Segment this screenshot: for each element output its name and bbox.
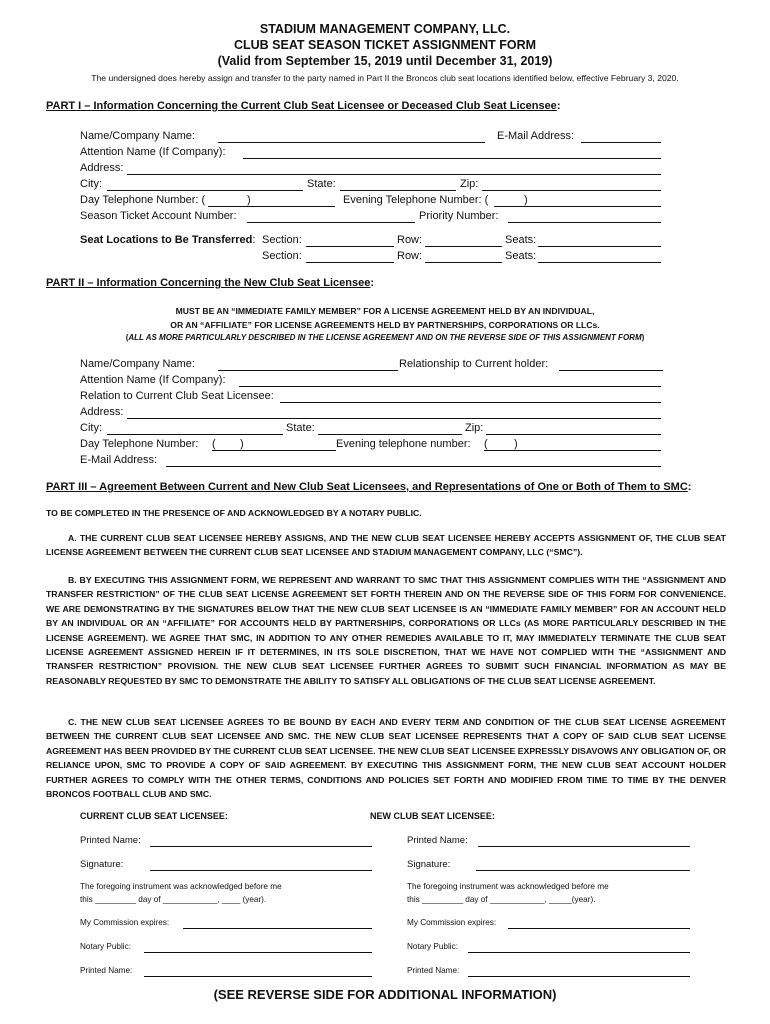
current-commission-label: My Commission expires: [80, 918, 170, 927]
seat-seats-field-1[interactable] [538, 246, 661, 247]
new-printed-name-label: Printed Name: [407, 835, 468, 846]
seat-locations-label: Seat Locations to Be Transferred: [80, 234, 256, 246]
new-signature-label: Signature: [407, 859, 451, 870]
new-signature-field[interactable] [476, 870, 690, 871]
p2-relation-label: Relation to Current Club Seat Licensee: [80, 390, 274, 402]
p1-priority-field[interactable] [508, 222, 661, 223]
current-notary-printed-field[interactable] [144, 976, 372, 977]
p1-address-label: Address: [80, 162, 124, 174]
p2-state-field[interactable] [318, 434, 462, 435]
p1-account-label: Season Ticket Account Number: [80, 210, 237, 222]
p1-attention-field[interactable] [243, 158, 661, 159]
reverse-side-note: (SEE REVERSE SIDE FOR ADDITIONAL INFORMATION) [213, 987, 557, 1002]
p2-evening-phone-label: Evening telephone number: [336, 438, 471, 450]
seat-row-field-2[interactable] [425, 262, 502, 263]
part1-heading: PART I – Information Concerning the Current Club Seat Licensee or Deceased Club Seat Licensee: [46, 100, 561, 112]
p2-email-field[interactable] [166, 466, 661, 467]
new-commission-field[interactable] [508, 928, 690, 929]
seat-section-field-1[interactable] [306, 246, 394, 247]
seat-row-label-1: Row: [397, 234, 423, 246]
p2-day-phone-close: ) [240, 438, 244, 450]
p2-state-label: State: [286, 422, 315, 434]
current-licensee-heading: CURRENT CLUB SEAT LICENSEE: [80, 811, 228, 821]
p1-email-label: E-Mail Address: [497, 130, 575, 142]
p2-name-label: Name/Company Name: [80, 358, 195, 370]
seat-section-label-2: Section: [262, 250, 302, 262]
seat-section-label-1: Section: [262, 234, 302, 246]
seat-section-field-2[interactable] [306, 262, 394, 263]
p2-attention-label: Attention Name (If Company): [80, 374, 226, 386]
current-ack-line-1: The foregoing instrument was acknowledged before me [80, 882, 282, 891]
seat-seats-label-1: Seats: [505, 234, 537, 246]
new-commission-label: My Commission expires: [407, 918, 497, 927]
paragraph-c: C. THE NEW CLUB SEAT LICENSEE AGREES TO BE BOUND BY EACH AND EVERY TERM AND CONDITION OF THE CLUB SEAT LICENSE AGREEMENT BETWEEN THE CURRENT CLUB SEAT LICENSEE AND SMC. THE NEW CLUB SEAT LICENSEE REPRESENTS THAT A COPY OF SAID CLUB SEAT LICENSE AGREEMENT HAS BEEN PROVIDED BY THE CURRENT CLUB SEAT LICENSEE. THE NEW CLUB SEAT LICENSEE EXPRESSLY DISAVOWS ANY OBLIGATION OF, OR RELIANCE UPON, SMC TO PROVIDE A COPY OF SAID AGREEMENT. BY EXECUTING THIS ASSIGNMENT FORM, THE NEW CLUB SEAT ACCOUNT HOLDER FURTHER AGREES TO COMPLY WITH THE OTHER TERMS, CONDITIONS AND POLICIES SET FORTH AND MODIFIED FROM TIME TO TIME BY THE DENVER BRONCOS FOOTBALL CLUB AND SMC. [46, 717, 726, 800]
p2-relation-field[interactable] [280, 402, 661, 403]
p1-evening-phone-field[interactable] [494, 206, 661, 207]
part2-heading: PART II – Information Concerning the New Club Seat Licensee: [46, 277, 375, 289]
notary-note: TO BE COMPLETED IN THE PRESENCE OF AND ACKNOWLEDGED BY A NOTARY PUBLIC. [46, 508, 422, 518]
p1-city-label: City: [80, 178, 102, 190]
p1-state-label: State: [307, 178, 336, 190]
p2-email-label: E-Mail Address: [80, 454, 158, 466]
new-printed-name-field[interactable] [478, 846, 690, 847]
current-signature-field[interactable] [150, 870, 372, 871]
p1-day-phone-label: Day Telephone Number: ( [80, 194, 206, 206]
seat-seats-field-2[interactable] [538, 262, 661, 263]
new-notary-field[interactable] [468, 952, 690, 953]
current-notary-printed-label: Printed Name: [80, 966, 133, 975]
p1-attention-label: Attention Name (If Company): [80, 146, 226, 158]
part2-notice-1: MUST BE AN “IMMEDIATE FAMILY MEMBER” FOR A LICENSE AGREEMENT HELD BY AN INDIVIDUAL, [175, 306, 595, 316]
seat-seats-label-2: Seats: [505, 250, 537, 262]
p2-evening-phone-open: ( [484, 438, 488, 450]
p1-zip-label: Zip: [460, 178, 479, 190]
p1-priority-label: Priority Number: [419, 210, 499, 222]
p2-name-field[interactable] [218, 370, 398, 371]
p1-address-field[interactable] [127, 174, 661, 175]
paragraph-b: B. BY EXECUTING THIS ASSIGNMENT FORM, WE REPRESENT AND WARRANT TO SMC THAT THIS ASSIGNMENT COMPLIES WITH THE “ASSIGNMENT AND TRANSFER RESTRICTION” OF THE CLUB SEAT LICENSE AGREEMENT SET FORTH THEREIN AND ON THE REVERSE SIDE OF THIS FORM FOR CONVENIENCE. WE ARE DEMONSTRATING BY THE SIGNATURES BELOW THAT THE NEW CLUB SEAT LICENSEE IS AN “IMMEDIATE FAMILY MEMBER” FOR AN ACCOUNT HELD BY AN INDIVIDUAL OR AN “AFFILIATE” FOR ACCOUNTS HELD BY PARTNERSHIPS, CORPORATIONS OR LLCs (AS MORE PARTICULARLY DESCRIBED IN THE LICENSE AGREEMENT). WE AGREE THAT SMC, IN ADDITION TO ANY OTHER REMEDIES AVAILABLE TO IT, MAY IMMEDIATELY TERMINATE THE CLUB SEAT LICENSE AGREEMENT ASSIGNED HEREIN IF IT DETERMINES, IN ITS SOLE DISCRETION, THAT WE HAVE NOT COMPLIED WITH THE “ASSIGNMENT AND TRANSFER RESTRICTION” PROVISION. THE NEW CLUB SEAT LICENSEE FURTHER AGREES TO SUBMIT SUCH FINANCIAL INFORMATION AS MAY BE REASONABLY REQUESTED BY SMC TO DEMONSTRATE THE ABILITY TO SATISFY ALL OBLIGATIONS OF THE CLUB SEAT LICENSE AGREEMENT. [46, 575, 726, 686]
seat-row-field-1[interactable] [425, 246, 502, 247]
p2-address-field[interactable] [127, 418, 661, 419]
p1-name-label: Name/Company Name: [80, 130, 195, 142]
p2-day-phone-open: ( [212, 438, 216, 450]
form-validity: (Valid from September 15, 2019 until December 31, 2019) [217, 54, 553, 68]
form-title: CLUB SEAT SEASON TICKET ASSIGNMENT FORM [233, 38, 537, 52]
current-printed-name-label: Printed Name: [80, 835, 141, 846]
part3-heading: PART III – Agreement Between Current and New Club Seat Licensees, and Representations of One or Both of Them to SMC: [46, 481, 692, 493]
p2-city-label: City: [80, 422, 102, 434]
new-notary-printed-field[interactable] [468, 976, 690, 977]
p2-attention-field[interactable] [239, 386, 661, 387]
current-commission-field[interactable] [183, 928, 372, 929]
new-notary-printed-label: Printed Name: [407, 966, 460, 975]
p2-relationship-label: Relationship to Current holder: [399, 358, 549, 370]
p1-day-phone-close: ) [247, 194, 251, 206]
current-notary-label: Notary Public: [80, 942, 131, 951]
part2-notice-3: (ALL AS MORE PARTICULARLY DESCRIBED IN THE LICENSE AGREEMENT AND ON THE REVERSE SIDE OF THIS ASSIGNMENT FORM) [125, 333, 645, 342]
p1-day-phone-field[interactable] [208, 206, 335, 207]
p2-address-label: Address: [80, 406, 124, 418]
p1-evening-phone-close: ) [524, 194, 528, 206]
p2-day-phone-label: Day Telephone Number: [80, 438, 199, 450]
p2-relationship-field[interactable] [559, 370, 663, 371]
company-name: STADIUM MANAGEMENT COMPANY, LLC. [259, 22, 511, 36]
p2-zip-field[interactable] [486, 434, 661, 435]
p2-day-phone-field[interactable] [212, 450, 336, 451]
p2-city-field[interactable] [107, 434, 283, 435]
p1-zip-field[interactable] [482, 190, 661, 191]
p1-name-field[interactable] [218, 142, 485, 143]
current-notary-field[interactable] [144, 952, 372, 953]
seat-row-label-2: Row: [397, 250, 423, 262]
intro-text: The undersigned does hereby assign and transfer to the party named in Part II the Broncos club seat locations identified below, effective February 3, 2020. [91, 73, 679, 83]
p1-city-field[interactable] [107, 190, 303, 191]
p1-state-field[interactable] [340, 190, 456, 191]
current-printed-name-field[interactable] [150, 846, 372, 847]
current-ack-line-2: this _________ day of ____________, ____ (year). [80, 895, 267, 904]
p2-evening-phone-field[interactable] [484, 450, 661, 451]
new-ack-line-2: this _________ day of ____________, _____(year). [407, 895, 596, 904]
paragraph-a: A. THE CURRENT CLUB SEAT LICENSEE HEREBY ASSIGNS, AND THE NEW CLUB SEAT LICENSEE HEREBY ACCEPTS ASSIGNMENT OF, THE CLUB SEAT LICENSE AGREEMENT BETWEEN THE CURRENT CLUB SEAT LICENSEE AND STADIUM MANAGEMENT COMPANY, LLC (“SMC”). [46, 533, 726, 558]
part2-notice-2: OR AN “AFFILIATE” FOR LICENSE AGREEMENTS HELD BY PARTNERSHIPS, CORPORATIONS OR LLCs. [170, 320, 600, 330]
p1-evening-phone-label: Evening Telephone Number: ( [343, 194, 489, 206]
new-notary-label: Notary Public: [407, 942, 458, 951]
new-ack-line-1: The foregoing instrument was acknowledged before me [407, 882, 609, 891]
p1-email-field[interactable] [581, 142, 661, 143]
p2-zip-label: Zip: [465, 422, 484, 434]
p1-account-field[interactable] [247, 222, 415, 223]
new-licensee-heading: NEW CLUB SEAT LICENSEE: [370, 811, 495, 821]
current-signature-label: Signature: [80, 859, 124, 870]
p2-evening-phone-close: ) [514, 438, 518, 450]
